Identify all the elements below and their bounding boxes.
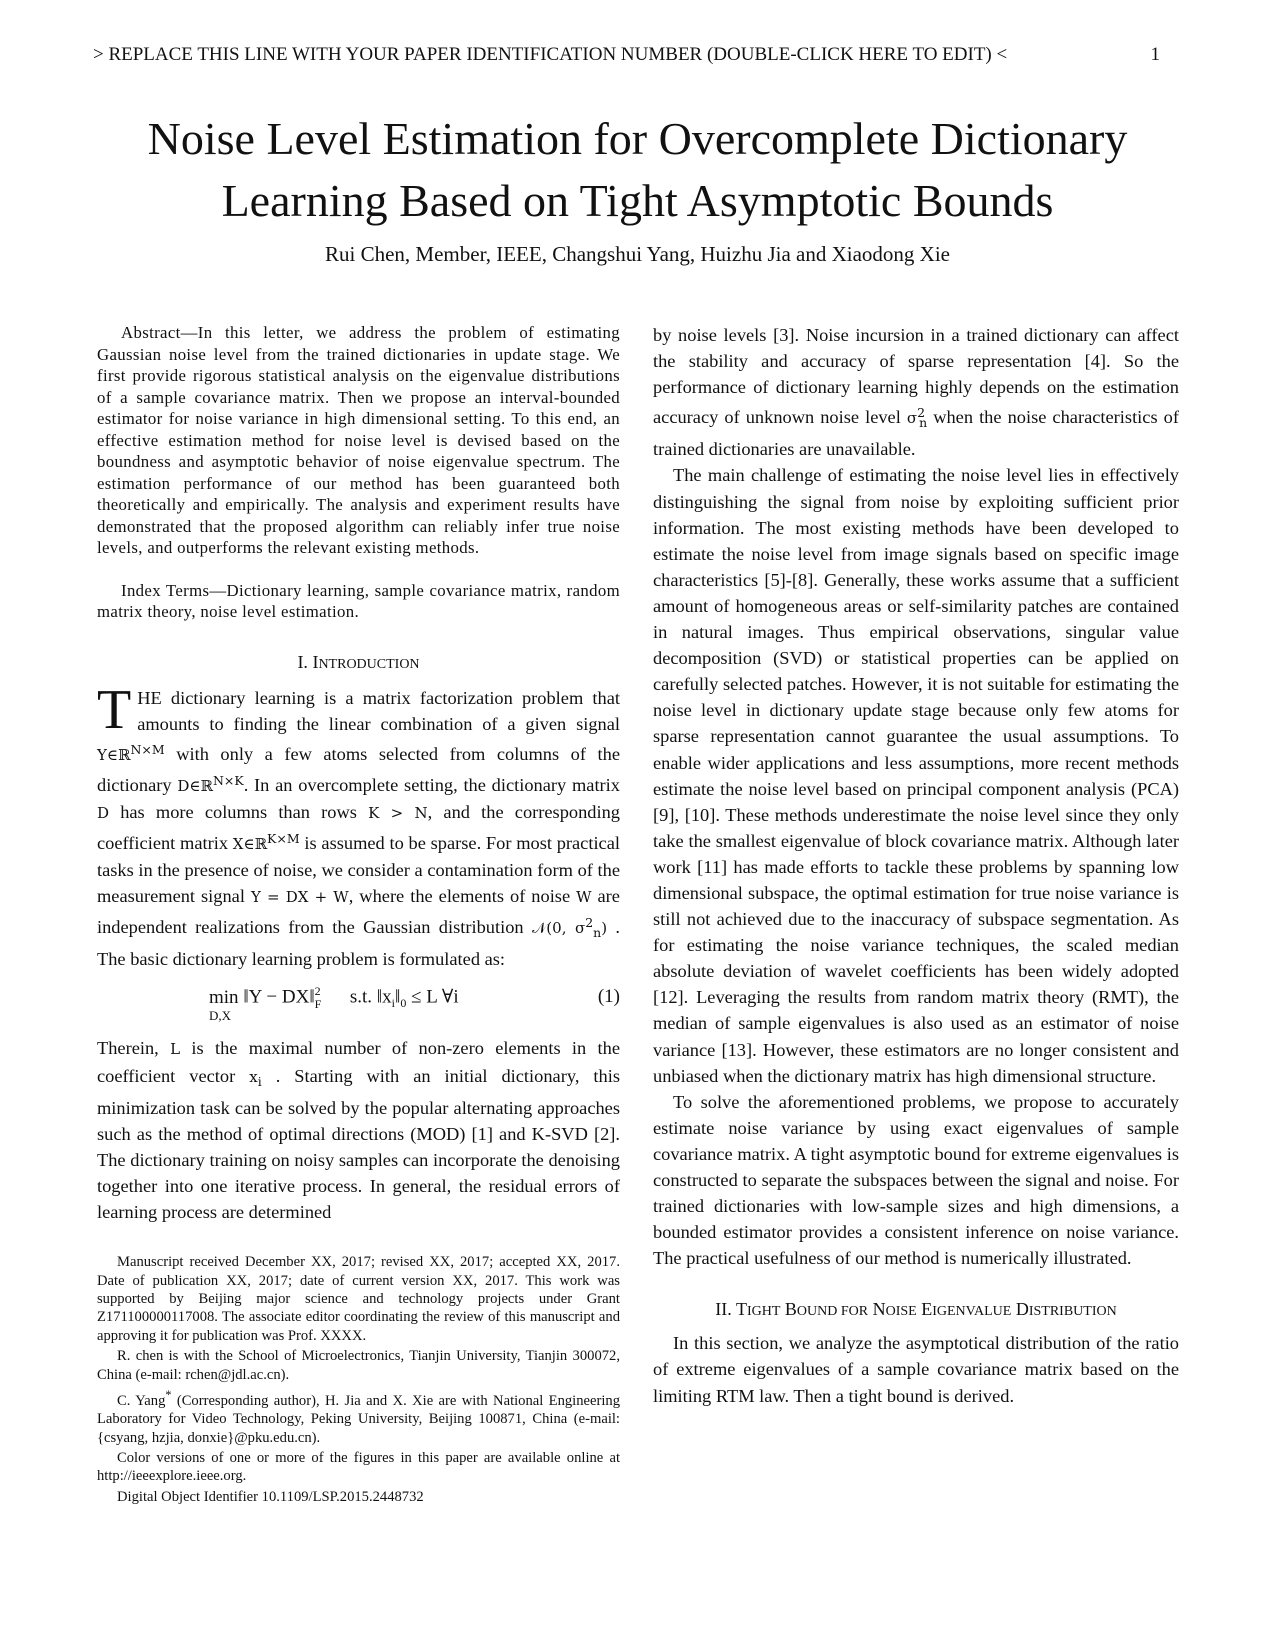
page-number: 1 xyxy=(1150,44,1160,65)
right-column xyxy=(653,322,1179,1409)
math-sigma: $\sigma^2_n$ xyxy=(906,405,928,431)
eq-bound: ≤ L ∀i xyxy=(411,986,459,1008)
math-xi: $x_i$ xyxy=(249,1067,262,1089)
left-column xyxy=(97,322,620,1508)
math-coefficient: X∈ℝ$^{K\times M}$ xyxy=(232,830,300,853)
section-number: I. xyxy=(297,651,308,672)
abstract: Abstract—In this letter, we address the problem of estimating Gaussian noise level from the trained dictionaries in update stage. We first provide rigorous statistical analysis on the eigenvalue distributions of a sample covariance matrix. Then we propose an interval-bounded estimator for noise variance in high dimensional setting. To this end, an effective estimation method for noise level is devised based on the boundness and asymptotic behavior of noise eigenvalue spectrum. The estimation performance of our method has been guaranteed both theoretically and empirically. The analysis and experiment results have demonstrated that the proposed algorithm can reliably infer true noise levels, and outperforms the relevant existing methods. xyxy=(97,323,620,557)
running-header: > REPLACE THIS LINE WITH YOUR PAPER IDENTIFICATION NUMBER (DOUBLE-CLICK HERE TO EDIT) < xyxy=(93,44,1008,65)
eq-min: min xyxy=(209,986,239,1008)
equation-body: min D,X ‖Y − DX‖$^2_F$ s.t. $‖x_i‖_0 \le L$ ∀i xyxy=(209,984,459,1023)
eq-st: s.t. xyxy=(349,986,373,1008)
intro-paragraph: THE dictionary learning is a matrix factorization problem that amounts to finding the linear combination of a given signal Y∈ℝ$^{N\times M}$ with only a few atoms selected from columns of the dictionary D∈ℝ$^{N\times K}$. In an overcomplete setting, the dictionary matrix D has more columns than rows K > N, and the corresponding coefficient matrix X∈ℝ$^{K\times M}$ is assumed to be sparse. For most practical tasks in the presence of noise, we consider a contamination form of the measurement signal Y = DX + W, where the elements of noise W are independent realizations from the Gaussian distribution 𝒩(0, $\sigma^2_n$) . The basic dictionary learning problem is formulated as: xyxy=(97,678,620,970)
eq-min-sub: D,X xyxy=(209,1007,232,1023)
section-title-rest: NTRODUCTION xyxy=(318,656,420,672)
math-dictionary: D∈ℝ$^{N\times K}$ xyxy=(177,772,244,795)
right-paragraph-4: In this section, we analyze the asymptotical distribution of the ratio of extreme eigenvalues of a sample covariance matrix based on the limiting RTM law. Then a tight bound is derived. xyxy=(653,1333,1179,1406)
footnote-yang: C. Yang* (Corresponding author), H. Jia and X. Xie are with National Engineering Laboratory for Video Technology, Peking University, Beijing 100871, China (e-mail: {csyang, hzjia, donxie}@pku.edu.cn). xyxy=(97,1387,620,1446)
section-heading-tight-bound: II. TIGHT BOUND FOR NOISE EIGENVALUE DISTRIBUTION xyxy=(715,1299,1117,1320)
math-k-gt-n: K > N xyxy=(368,803,428,822)
section-title-initial: I xyxy=(312,651,319,672)
math-w: W xyxy=(576,888,592,907)
right-paragraph-1: by noise levels [3]. Noise incursion in a trained dictionary can affect the stability and accuracy of sparse representation [4]. So the performance of dictionary learning highly depends on the estimation accuracy of unknown noise level $\sigma^2_n$ when the noise characteristics of trained dictionaries are unavailable. xyxy=(653,325,1179,460)
author-list: Rui Chen, Member, IEEE, Changshui Yang, Huizhu Jia and Xiaodong Xie xyxy=(325,242,950,266)
math-model: Y = DX + W xyxy=(250,888,349,907)
right-paragraph-3: To solve the aforementioned problems, we propose to accurately estimate noise variance by using exact eigenvalues of sample covariance matrix. A tight asymptotic bound for extreme eigenvalues is constructed to separate the subspaces between the signal and noise. For trained dictionaries with low-sample sizes and high dimensions, a bounded estimator provides a consistent inference on noise variance. The practical usefulness of our method is numerically illustrated. xyxy=(653,1091,1179,1269)
title-line-2: Learning Based on Tight Asymptotic Bounds xyxy=(221,175,1054,226)
math-d: D xyxy=(97,803,110,822)
after-equation-paragraph: Therein, L is the maximal number of non-zero elements in the coefficient vector $x_i$ . Starting with an initial dictionary, this minimization task can be solved by the popular alternating approaches such as the method of optimal directions (MOD) [1] and K-SVD [2]. The dictionary training on noisy samples can incorporate the denoising together into one iterative process. In general, the residual errors of learning process are determined xyxy=(97,1038,620,1222)
math-l: L xyxy=(170,1040,181,1059)
equation-number: (1) xyxy=(597,986,620,1008)
index-terms: Index Terms—Dictionary learning, sample covariance matrix, random matrix theory, noise level estimation. xyxy=(97,580,620,621)
right-paragraph-2: The main challenge of estimating the noise level lies in effectively distinguishing the signal from noise by exploiting sufficient prior information. The most existing methods have been developed to estimate the noise level from image signals based on specific image characteristics [5]-[8]. Generally, these works assume that a sufficient amount of homogeneous areas or self-similarity patches are contained in natural images. Thus empirical observations, singular value decomposition (SVD) or statistical properties can be applied on carefully selected patches. However, it is not suitable for estimating the noise level in dictionary update stage because only few atoms for sparse representation cannot guarantee the usual assumptions. To enable wider applications and less assumptions, more recent methods estimate the noise level based on principal component analysis (PCA) [9], [10]. These methods underestimate the noise level since they only take the smallest eigenvalue of block covariance matrix. Although later work [11] has made efforts to tackle these problems by spanning low dimensional subspace, the optimal estimation for true noise variance is still not achieved due to the inaccuracy of subspace segmentation. As for estimating the noise variance techniques, the scaled median absolute deviation of wavelet coefficients has been widely adopted [12]. Leveraging the results from random matrix theory (RMT), the median of sample eigenvalues is also used as an estimator of noise variance [13]. However, these estimators are no longer consistent and unbiased when the dictionary matrix has high dimensional structure. xyxy=(653,465,1179,1086)
paper-title xyxy=(0,108,1275,232)
title-line-1: Noise Level Estimation for Overcomplete Dictionary xyxy=(147,113,1128,164)
footnote-doi: Digital Object Identifier 10.1109/LSP.2015.2448732 xyxy=(117,1488,424,1505)
section-heading-introduction xyxy=(97,652,620,673)
equation-1 xyxy=(97,980,620,1033)
footnote-color: Color versions of one or more of the figures in this paper are available online at http://ieeexplore.ieee.org. xyxy=(97,1450,620,1485)
drop-cap: T xyxy=(97,678,132,741)
footnotes xyxy=(97,1253,620,1506)
footnote-manuscript: Manuscript received December XX, 2017; revised XX, 2017; accepted XX, 2017. Date of publication XX, 2017; date of current version XX, 2017. This work was supported by Beijing major science and technology projects under Grant Z171100000117008. The associate editor coordinating the review of this manuscript and approving it for publication was Prof. XXXX. xyxy=(97,1254,620,1344)
eq-norm: ‖Y − DX‖ xyxy=(243,986,315,1008)
math-gaussian: 𝒩(0, $\sigma^2_n$) xyxy=(531,915,608,941)
footnote-chen: R. chen is with the School of Microelectronics, Tianjin University, Tianjin 300072, China (e-mail: rchen@jdl.ac.cn). xyxy=(97,1348,620,1383)
math-signal: Y∈ℝ$^{N\times M}$ xyxy=(97,741,165,764)
